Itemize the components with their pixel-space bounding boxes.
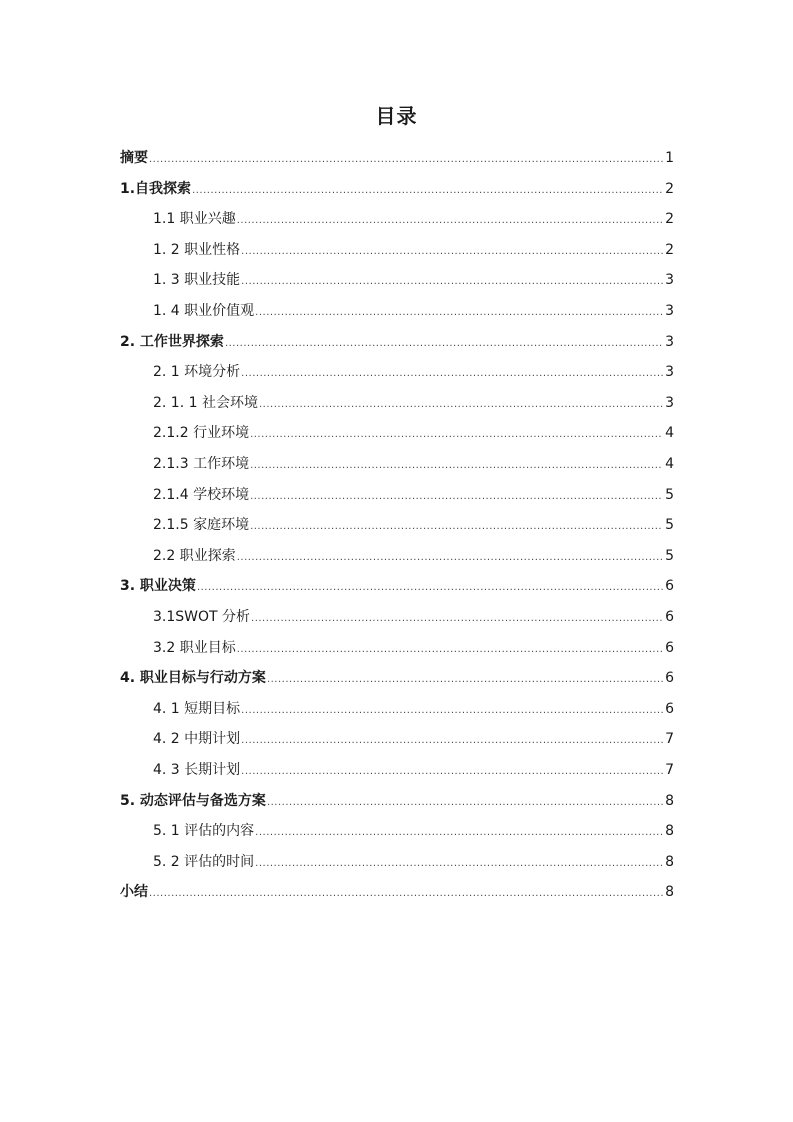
toc-section-entry[interactable] bbox=[153, 235, 674, 265]
toc-dot-leader bbox=[255, 849, 663, 879]
toc-entry-title: 2. 工作世界探索 bbox=[120, 333, 224, 350]
toc-dot-leader bbox=[250, 420, 663, 450]
toc-section-entry[interactable] bbox=[153, 357, 674, 387]
toc-chapter-entry[interactable] bbox=[120, 143, 674, 173]
toc-dot-leader bbox=[250, 451, 663, 481]
toc-dot-leader bbox=[197, 573, 663, 603]
toc-entry-title: 4. 1 短期目标 bbox=[153, 700, 241, 717]
toc-chapter-entry[interactable] bbox=[120, 174, 674, 204]
toc-entry-title: 4. 职业目标与行动方案 bbox=[120, 670, 266, 687]
toc-entry-title: 2.1.2 行业环境 bbox=[153, 425, 250, 442]
toc-chapter-entry[interactable] bbox=[120, 786, 674, 816]
toc-page-number: 8 bbox=[665, 823, 674, 840]
toc-section-entry[interactable] bbox=[153, 449, 674, 479]
toc-dot-leader bbox=[225, 329, 663, 359]
toc-entry-title: 5. 1 评估的内容 bbox=[153, 823, 255, 840]
toc-section-entry[interactable] bbox=[153, 816, 674, 846]
toc-section-entry[interactable] bbox=[153, 204, 674, 234]
toc-dot-leader bbox=[255, 818, 663, 848]
toc-section-entry[interactable] bbox=[153, 480, 674, 510]
toc-section-entry[interactable] bbox=[153, 418, 674, 448]
toc-title: 目录 bbox=[375, 104, 418, 128]
toc-entry-title: 2. 1. 1 社会环境 bbox=[153, 394, 258, 411]
toc-dot-leader bbox=[237, 543, 663, 573]
toc-dot-leader bbox=[237, 206, 663, 236]
toc-entry-title: 3.1SWOT 分析 bbox=[153, 609, 251, 625]
toc-dot-leader bbox=[241, 359, 663, 389]
toc-section-entry[interactable] bbox=[153, 265, 674, 295]
toc-page-number: 3 bbox=[665, 272, 674, 289]
toc-page-number: 1 bbox=[665, 150, 674, 166]
toc-page-number: 2 bbox=[665, 211, 674, 228]
toc-dot-leader bbox=[267, 788, 663, 818]
toc-section-entry[interactable] bbox=[153, 510, 674, 540]
toc-entry-title: 1. 3 职业技能 bbox=[153, 272, 241, 289]
toc-page-number: 5 bbox=[665, 547, 674, 564]
toc-entry-title: 5. 动态评估与备选方案 bbox=[120, 792, 266, 809]
toc-dot-leader bbox=[241, 267, 663, 297]
toc-section-entry[interactable] bbox=[153, 633, 674, 663]
toc-entry-title: 小结 bbox=[120, 884, 148, 901]
toc-entry-title: 4. 2 中期计划 bbox=[153, 731, 241, 748]
toc-page-number: 3 bbox=[665, 394, 674, 411]
toc-page-number: 7 bbox=[665, 731, 674, 748]
toc-chapter-entry[interactable] bbox=[120, 877, 674, 907]
toc-dot-leader bbox=[237, 635, 663, 665]
toc-entry-title: 1. 2 职业性格 bbox=[153, 241, 241, 258]
toc-chapter-entry[interactable] bbox=[120, 663, 674, 693]
toc-section-entry[interactable] bbox=[153, 724, 674, 754]
toc-entry-title: 2.1.4 学校环境 bbox=[153, 486, 250, 503]
toc-section-entry[interactable] bbox=[153, 541, 674, 571]
toc-page-number: 5 bbox=[665, 517, 674, 534]
toc-entry-title: 5. 2 评估的时间 bbox=[153, 853, 255, 870]
toc-chapter-entry[interactable] bbox=[120, 327, 674, 357]
toc-dot-leader bbox=[149, 879, 663, 909]
toc-dot-leader bbox=[241, 757, 663, 787]
toc-page-number: 3 bbox=[665, 364, 674, 381]
toc-entry-title: 3.2 职业目标 bbox=[153, 639, 236, 656]
toc-page-number: 6 bbox=[665, 700, 674, 717]
toc-entry-title: 4. 3 长期计划 bbox=[153, 762, 241, 778]
toc-dot-leader bbox=[241, 237, 663, 267]
toc-section-entry[interactable] bbox=[153, 602, 674, 632]
toc-page-number: 6 bbox=[665, 670, 674, 687]
toc-page-number: 4 bbox=[665, 456, 674, 472]
toc-chapter-entry[interactable] bbox=[120, 571, 674, 601]
toc-page-number: 6 bbox=[665, 578, 674, 595]
toc-entry-title: 2. 1 环境分析 bbox=[153, 364, 241, 381]
toc-dot-leader bbox=[259, 390, 663, 420]
toc-dot-leader bbox=[149, 145, 663, 175]
toc-dot-leader bbox=[251, 604, 663, 634]
toc-page-number: 8 bbox=[665, 792, 674, 809]
toc-entry-title: 1.自我探索 bbox=[120, 180, 192, 197]
toc-dot-leader bbox=[267, 665, 663, 695]
toc-page-number: 8 bbox=[665, 853, 674, 870]
toc-page-number: 6 bbox=[665, 639, 674, 656]
toc-page-number: 7 bbox=[665, 762, 674, 778]
toc-page-number: 8 bbox=[665, 884, 674, 901]
toc-entry-title: 3. 职业决策 bbox=[120, 578, 196, 595]
toc-dot-leader bbox=[255, 298, 663, 328]
toc-entry-title: 1.1 职业兴趣 bbox=[153, 211, 236, 228]
toc-section-entry[interactable] bbox=[153, 694, 674, 724]
toc-entry-title: 2.2 职业探索 bbox=[153, 547, 236, 564]
toc-dot-leader bbox=[192, 176, 663, 206]
toc-entry-title: 2.1.5 家庭环境 bbox=[153, 517, 250, 534]
toc-page-number: 4 bbox=[665, 425, 674, 442]
toc-entry-title: 1. 4 职业价值观 bbox=[153, 303, 255, 319]
toc-section-entry[interactable] bbox=[153, 296, 674, 326]
toc-page-number: 2 bbox=[665, 241, 674, 258]
toc-page-number: 5 bbox=[665, 486, 674, 503]
toc-page-number: 3 bbox=[665, 333, 674, 350]
toc-section-entry[interactable] bbox=[153, 847, 674, 877]
toc-dot-leader bbox=[241, 696, 663, 726]
toc-section-entry[interactable] bbox=[153, 755, 674, 785]
toc-entry-title: 2.1.3 工作环境 bbox=[153, 456, 250, 472]
toc-dot-leader bbox=[250, 512, 663, 542]
toc-dot-leader bbox=[250, 482, 663, 512]
toc-section-entry[interactable] bbox=[153, 388, 674, 418]
toc-page-number: 3 bbox=[665, 303, 674, 319]
toc-entry-title: 摘要 bbox=[120, 150, 148, 166]
toc-page-number: 2 bbox=[665, 180, 674, 197]
toc-dot-leader bbox=[241, 726, 663, 756]
toc-page-number: 6 bbox=[665, 609, 674, 625]
